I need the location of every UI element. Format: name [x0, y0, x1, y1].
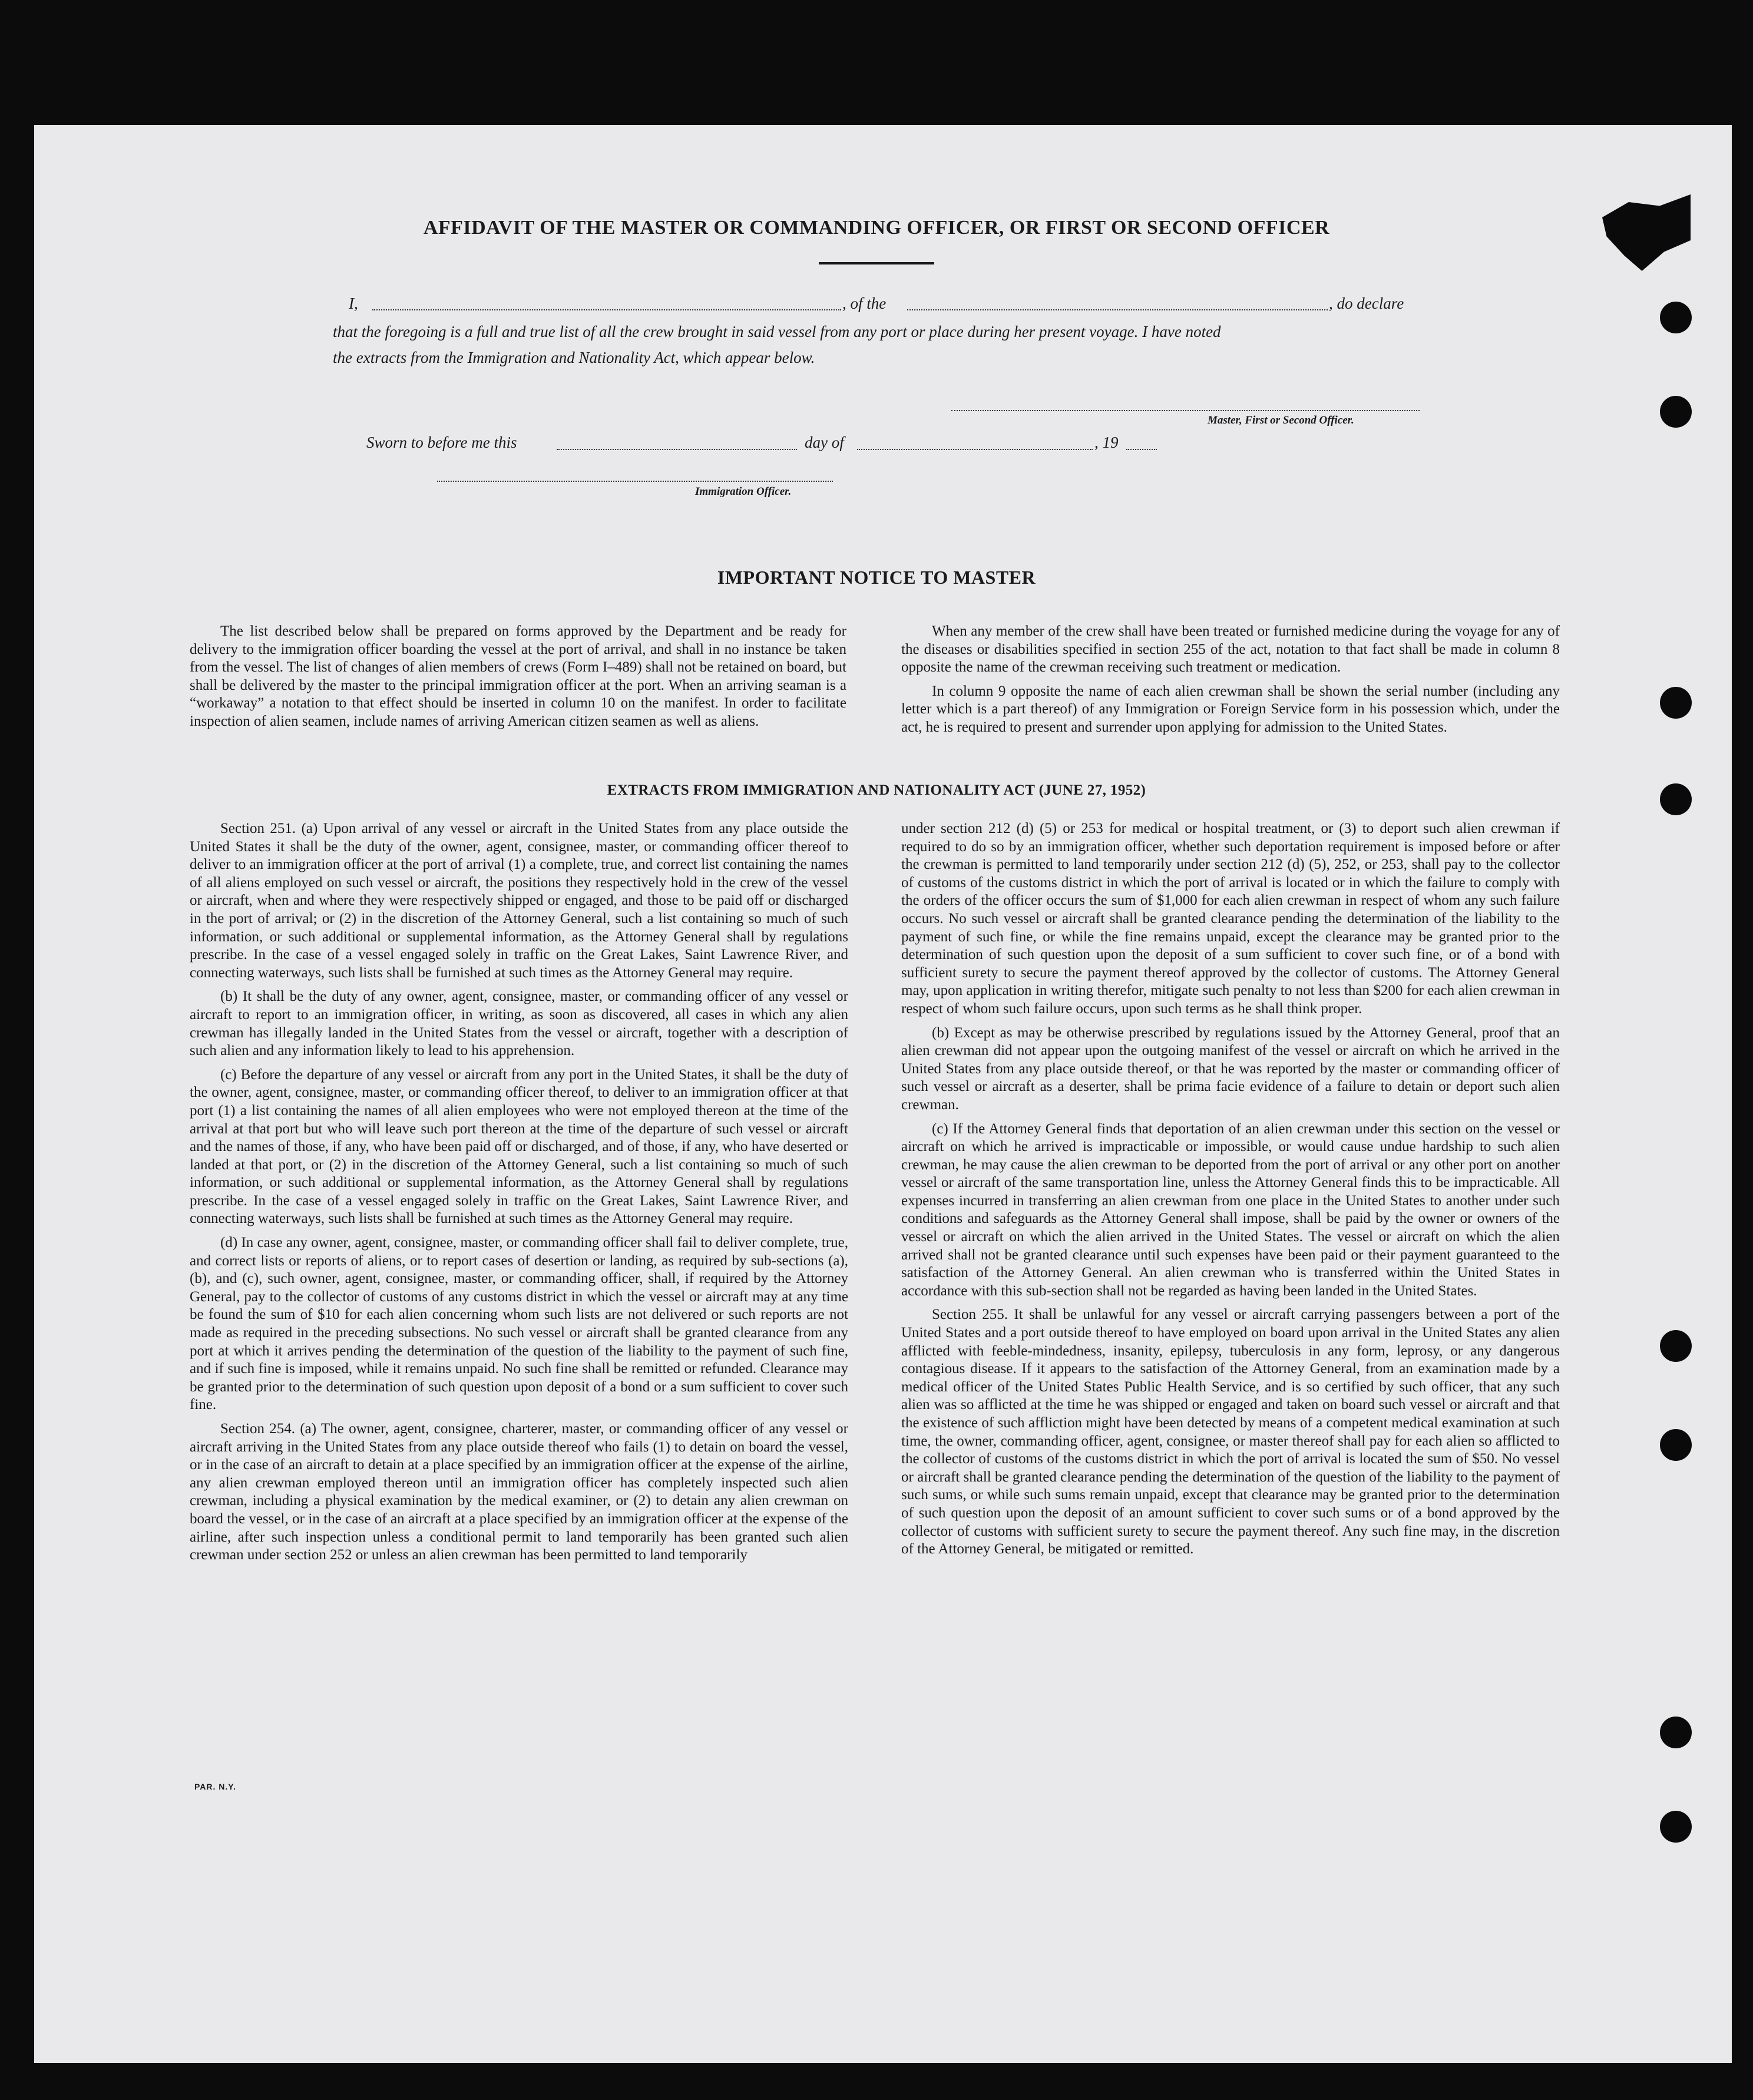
extracts-title: EXTRACTS FROM IMMIGRATION AND NATIONALITY ACT (JUNE 27, 1952) — [607, 782, 1146, 798]
punch-hole — [1660, 1330, 1692, 1362]
extracts-right-column — [901, 820, 1560, 1565]
do-declare-label: , do declare — [1329, 295, 1404, 312]
of-the-label: , of the — [842, 295, 887, 312]
extract-paragraph: Section 254. (a) The owner, agent, consignee, charterer, master, or commanding officer of any vessel or aircraft arriving in the United States from any place outside thereof who fails (1) to detain on board the vessel, or in the case of an aircraft to detain at a place specified by an immigration officer at the expense of the airline, any alien crewman employed thereon until an immigration officer has completely inspected such alien crewman, including a physical examination by the medical examiner, or (2) to detain any alien crewman on board the vessel, or in the case of an aircraft at a place specified by an immigration officer at the expense of the airline, after such inspection unless a conditional permit to land temporarily has been granted such alien crewman under section 252 or unless an alien crewman has been permitted to land temporarily — [190, 1421, 848, 1563]
day-of-label: day of — [805, 434, 844, 451]
notice-left-column — [190, 623, 846, 737]
notice-title: IMPORTANT NOTICE TO MASTER — [717, 567, 1036, 588]
punch-hole — [1660, 396, 1692, 428]
affidavit-title: AFFIDAVIT OF THE MASTER OR COMMANDING OFFICER, OR FIRST OR SECOND OFFICER — [423, 217, 1330, 239]
name-field[interactable] — [372, 309, 841, 310]
notice-paragraph: When any member of the crew shall have been treated or furnished medicine during the voyage for any of the diseases or disabilities specified in section 255 of the act, notation to that fact shall be made in column 8 opposite the name of the crewman receiving such treatment or medication. — [901, 623, 1560, 676]
extract-paragraph: (b) It shall be the duty of any owner, agent, consignee, master, or commanding officer of any vessel or aircraft to report to an immigration officer, in writing, as soon as discovered, all cases in which any alien crewman has illegally landed in the United States from the vessel or aircraft, together with a description of such alien and any information likely to lead to his apprehension. — [190, 988, 848, 1059]
sworn-month-field[interactable] — [857, 449, 1093, 450]
master-signature-caption: Master, First or Second Officer. — [1208, 414, 1354, 426]
printer-code: PAR. N.Y. — [194, 1782, 236, 1791]
extract-paragraph: (c) If the Attorney General finds that deportation of an alien crewman under this section on the vessel or aircraft on which he arrived is impracticable or impossible, or would cause undue hardship to such alien crewman, he may cause the alien crewman to be deported from the port of arrival or any other port on another vessel or aircraft of the same transportation line, unless the Attorney General finds this to be impracticable. All expenses incurred in transferring an alien crewman from one place in the United States to another under such conditions and safeguards as the Attorney General shall impose, shall be paid by the owner or owners of the vessel or aircraft on which the alien arrived in the United States. The vessel or aircraft on which the alien arrived shall not be granted clearance until such expenses have been paid or their payment guaranteed to the satisfaction of the Attorney General. An alien crewman who is transferred within the United States in accordance with this sub-section shall not be regarded as having been landed in the United States. — [901, 1120, 1560, 1299]
extract-paragraph: Section 255. It shall be unlawful for any vessel or aircraft carrying passengers between a port of the United States and a port outside thereof to have employed on board upon arrival in the United States any alien afflicted with feeble-mindedness, insanity, epilepsy, tuberculosis in any form, leprosy, or any dangerous contagious disease. If it appears to the satisfaction of the Attorney General, from an examination made by a medical officer of the United States Public Health Service, and is so certified by such officer, that any such alien was so afflicted at the time he was shipped or engaged and taken on board such vessel or aircraft and that the existence of such affliction might have been detected by means of a competent medical examination at such time, the owner, commanding officer, agent, consignee, or master thereof shall pay for each alien so afflicted to the collector of customs of the customs district in which the port of arrival is located the sum of $50. No vessel or aircraft shall be granted clearance pending the determination of the question of the liability to the payment of such sums, or while such sums remain unpaid, except that clearance may be granted prior to the determination of such question upon the deposit of an amount sufficient to cover such sums or of a bond approved by the collector of customs with sufficient surety to secure the payment thereof. Any such fine may, in the discretion of the Attorney General, be mitigated or remitted. — [901, 1307, 1560, 1557]
punch-hole — [1660, 687, 1692, 719]
notice-paragraph: In column 9 opposite the name of each alien crewman shall be shown the serial number (including any letter which is a part thereof) of any Immigration or Foreign Service form in his possession which, under the act, he is required to present and surrender upon applying for admission to the United States. — [901, 683, 1560, 735]
notice-right-column — [901, 623, 1560, 743]
sworn-year-field[interactable] — [1126, 449, 1157, 450]
vessel-field[interactable] — [907, 309, 1328, 310]
extracts-left-column — [190, 820, 848, 1570]
sworn-day-field[interactable] — [557, 449, 797, 450]
extract-paragraph: Section 251. (a) Upon arrival of any vessel or aircraft in the United States from any place outside the United States it shall be the duty of the owner, agent, consignee, master, or commanding officer thereof to deliver to an immigration officer at the port of arrival (1) a complete, true, and correct list containing the names of all aliens employed on such vessel or aircraft, the positions they respectively hold in the crew of the vessel or aircraft, when and where they were respectively shipped or engaged, and those to be paid off or discharged in the port of arrival; or (2) in the discretion of the Attorney General, such a list containing so much of such information, or such additional or supplemental information, as the Attorney General shall by regulations prescribe. In the case of a vessel engaged solely in traffic on the Great Lakes, Saint Lawrence River, and connecting waterways, such lists shall be furnished at such times as the Attorney General may require. — [190, 821, 848, 981]
declaration-line-2: the extracts from the Immigration and Nationality Act, which appear below. — [333, 349, 815, 366]
officer-signature-caption: Immigration Officer. — [695, 485, 792, 498]
extract-paragraph: (d) In case any owner, agent, consignee, master, or commanding officer shall fail to deliver complete, true, and correct lists or reports of aliens, or to report cases of desertion or landing, as required by sub-sections (a), (b), and (c), such owner, agent, consignee, master, or commanding officer, shall, if required by the Attorney General, pay to the collector of customs of any customs district in which the vessel or aircraft may at any time be found the sum of $10 for each alien concerning whom such lists are not delivered or such reports are not made as required in the preceding subsections. No such vessel or aircraft shall be granted clearance from any port at which it arrives pending the determination of the question of the liability to the payment of such fine, and if such fine is imposed, while it remains unpaid. No such fine shall be remitted or refunded. Clearance may be granted prior to the determination of such question upon deposit of a bond or a sum sufficient to cover such fine. — [190, 1235, 848, 1413]
i-label: I, — [349, 295, 358, 312]
notice-paragraph: The list described below shall be prepared on forms approved by the Department and be ready for delivery to the immigration officer boarding the vessel at the port of arrival, and shall in no instance be taken from the vessel. The list of changes of alien members of crews (Form I–489) shall not be retained on board, but shall be delivered by the master to the principal immigration officer at the port. When an arriving seaman is a “workaway” a notation to that effect should be inserted in column 10 on the manifest. In order to facilitate inspection of alien seamen, include names of arriving American citizen seamen as well as aliens. — [190, 623, 846, 729]
extract-paragraph: (c) Before the departure of any vessel or aircraft from any port in the United States, it shall be the duty of the owner, agent, consignee, master, or commanding officer thereof, to deliver to an immigration officer at that port (1) a list containing the names of all alien employees who were not employed thereon at the time of the arrival at that port but who will leave such port thereon at the time of the departure of such vessel or aircraft and the names of those, if any, who have been paid off or discharged, and of those, if any, who have deserted or landed at that port, or (2) in the discretion of the Attorney General, such a list containing so much of such information, or such additional or supplemental information, as the Attorney General shall by regulations prescribe. In the case of a vessel engaged solely in traffic on the Great Lakes, Saint Lawrence River, and connecting waterways, such lists shall be furnished at such times as the Attorney General may require. — [190, 1066, 848, 1227]
extract-paragraph: (b) Except as may be otherwise prescribed by regulations issued by the Attorney General, proof that an alien crewman did not appear upon the outgoing manifest of the vessel or aircraft on which he arrived in the United States from any place outside thereof, or that he was reported by the master or commanding officer of such vessel or aircraft as a deserter, shall be prima facie evidence of a failure to detain or deport such alien crewman. — [901, 1024, 1560, 1113]
punch-hole — [1660, 1429, 1692, 1461]
year-label: , 19 — [1094, 434, 1119, 451]
title-underline — [819, 262, 934, 264]
declaration-line-1: that the foregoing is a full and true list of all the crew brought in said vessel from any port or place during her present voyage. I have noted — [333, 323, 1221, 340]
master-signature-field[interactable] — [951, 410, 1420, 411]
extract-paragraph: under section 212 (d) (5) or 253 for medical or hospital treatment, or (3) to deport such alien crewman if required to do so by an immigration officer, whether such deportation requirement is imposed before or after the crewman is permitted to land temporarily under section 212 (d) (5), 252, or 253, shall pay to the collector of customs of the customs district in which the port of arrival is located or in which the failure to comply with the orders of the officer occurs the sum of $1,000 for each alien crewman in respect of whom any such failure occurs. No such vessel or aircraft shall be granted clearance pending the determination of the liability to the payment of such fine, or while the fine remains unpaid, except the clearance may be granted prior to the determination of such question upon the deposit of a sum sufficient to cover such fine, or of a bond with sufficient surety to secure the payment thereof approved by the collector of customs. The Attorney General may, upon application in writing therefor, mitigate such penalty to not less than $200 for each alien crewman in respect of whom such failure occurs, upon such terms as he shall think proper. — [901, 821, 1560, 1017]
punch-hole — [1660, 1811, 1692, 1843]
sworn-label: Sworn to before me this — [366, 434, 517, 451]
punch-hole — [1660, 1717, 1692, 1748]
officer-signature-field[interactable] — [437, 481, 833, 482]
punch-hole — [1660, 302, 1692, 333]
